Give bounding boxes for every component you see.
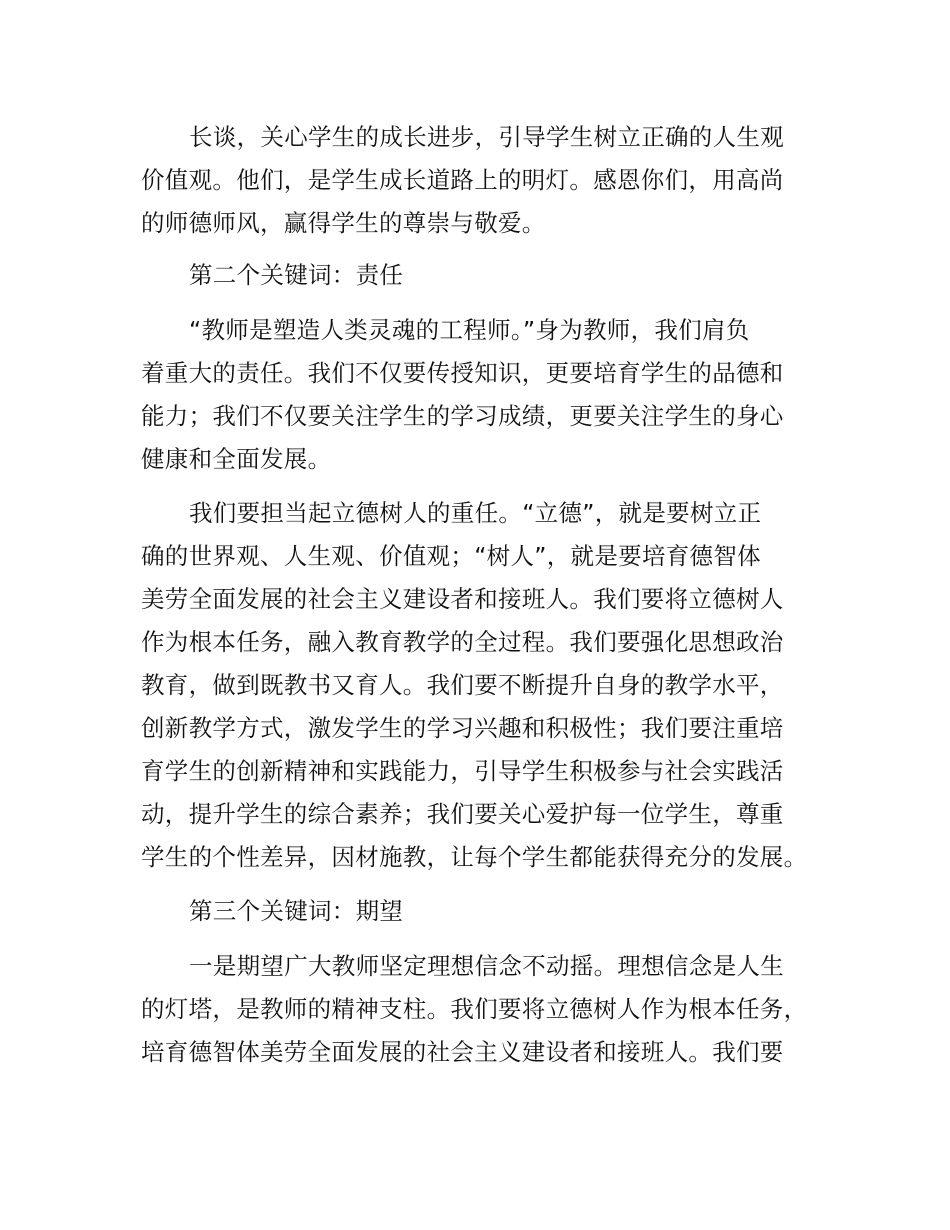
paragraph-line: 创新教学方式，激发学生的学习兴趣和积极性；我们要注重培 <box>141 714 784 742</box>
paragraph-line: 培育德智体美劳全面发展的社会主义建设者和接班人。我们要 <box>141 1038 784 1066</box>
paragraph-line: 动，提升学生的综合素养；我们要关心爱护每一位学生，尊重 <box>141 800 784 828</box>
section-heading-expectation: 第三个关键词：期望 <box>189 897 404 925</box>
paragraph-line: 作为根本任务，融入教育教学的全过程。我们要强化思想政治 <box>141 628 784 656</box>
paragraph-line: 一是期望广大教师坚定理想信念不动摇。理想信念是人生 <box>189 952 784 980</box>
paragraph-line: 能力；我们不仅要关注学生的学习成绩，更要关注学生的身心 <box>141 402 784 430</box>
paragraph-line: 价值观。他们，是学生成长道路上的明灯。感恩你们，用高尚 <box>141 166 784 194</box>
section-heading-responsibility: 第二个关键词：责任 <box>189 261 404 289</box>
paragraph-line: 长谈，关心学生的成长进步，引导学生树立正确的人生观 <box>189 123 784 151</box>
paragraph-line: 的师德师风，赢得学生的尊崇与敬爱。 <box>141 209 546 237</box>
paragraph-line: “教师是塑造人类灵魂的工程师。”身为教师，我们肩负 <box>189 316 750 344</box>
paragraph-line: 学生的个性差异，因材施教，让每个学生都能获得充分的发展。 <box>141 843 808 871</box>
paragraph-line: 育学生的创新精神和实践能力，引导学生积极参与社会实践活 <box>141 757 784 785</box>
paragraph-line: 着重大的责任。我们不仅要传授知识，更要培育学生的品德和 <box>141 359 784 387</box>
paragraph-line: 健康和全面发展。 <box>141 445 332 473</box>
paragraph-line: 我们要担当起立德树人的重任。“立德”，就是要树立正 <box>189 499 762 527</box>
paragraph-line: 确的世界观、人生观、价值观；“树人”，就是要培育德智体 <box>141 542 761 570</box>
paragraph-line: 教育，做到既教书又育人。我们要不断提升自身的教学水平， <box>141 671 784 699</box>
paragraph-line: 美劳全面发展的社会主义建设者和接班人。我们要将立德树人 <box>141 585 784 613</box>
paragraph-line: 的灯塔，是教师的精神支柱。我们要将立德树人作为根本任务， <box>141 995 808 1023</box>
